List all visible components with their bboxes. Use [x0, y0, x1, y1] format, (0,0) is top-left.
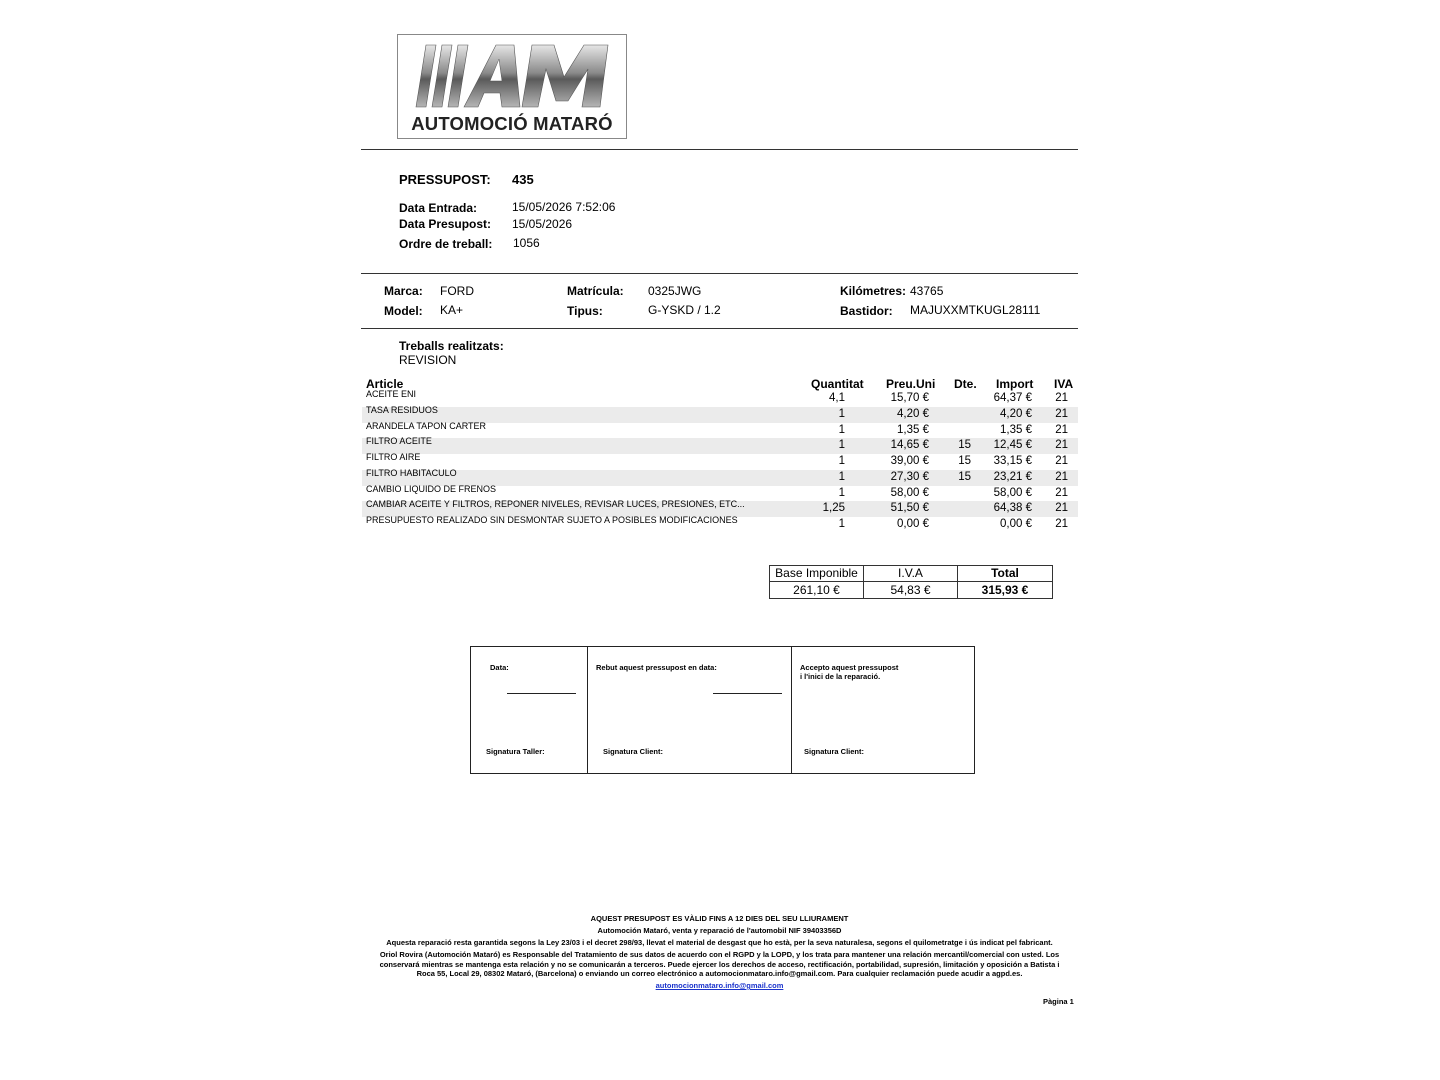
- cell-import: 64,37 €: [993, 392, 1032, 404]
- iva-value: 54,83 €: [863, 581, 958, 599]
- cell-qty: 4,1: [829, 392, 845, 404]
- cell-qty: 1: [838, 423, 845, 436]
- signature-box: [470, 646, 975, 774]
- data-presupost-label: Data Presupost:: [399, 217, 492, 231]
- work-description: REVISION: [399, 353, 457, 367]
- cell-import: 0,00 €: [1000, 518, 1032, 530]
- cell-price: 39,00 €: [890, 455, 929, 467]
- col-header-iva: IVA: [1054, 377, 1074, 391]
- pressupost-label: PRESSUPOST:: [399, 172, 491, 187]
- col-header-quantitat: Quantitat: [811, 377, 864, 391]
- cell-qty: 1: [838, 439, 845, 452]
- sig-client-2-label: Signatura Client:: [804, 747, 865, 756]
- matricula-value: 0325JWG: [648, 284, 702, 298]
- cell-import: 1,35 €: [1000, 423, 1032, 436]
- divider-vehicle-bottom: [361, 328, 1078, 329]
- cell-price: 14,65 €: [890, 439, 929, 452]
- footer-privacy-3: Roca 55, Local 29, 08302 Mataró, (Barcelona) o enviando un correo electrónico a automocionmataro.info@gmail.com. Para cualquier reclamación puede acudir a agpd.es.: [416, 969, 1023, 978]
- cell-qty: 1: [838, 486, 845, 499]
- cell-dte: 15: [958, 439, 971, 452]
- footer-company: Automoción Mataró, venta y reparació de l'automobil NIF 39403356D: [597, 926, 842, 935]
- cell-dte: 15: [958, 470, 971, 483]
- base-imponible-label: Base Imponible: [769, 565, 864, 582]
- cell-price: 58,00 €: [890, 486, 929, 499]
- cell-qty: 1: [838, 455, 845, 467]
- logo-brand-text: AUTOMOCIÓ MATARÓ: [411, 113, 613, 134]
- footer-validity: AQUEST PRESUPOST ES VÀLID FINS A 12 DIES DEL SEU LLIURAMENT: [590, 914, 849, 923]
- cell-iva: 21: [1055, 486, 1068, 499]
- cell-iva: 21: [1055, 455, 1068, 467]
- cell-article: FILTRO AIRE: [366, 452, 421, 462]
- cell-import: 58,00 €: [993, 486, 1032, 499]
- page-number: Pàgina 1: [1043, 997, 1074, 1006]
- cell-iva: 21: [1055, 518, 1068, 530]
- table-row: [362, 391, 1078, 407]
- data-entrada-value: 15/05/2026 7:52:06: [512, 200, 616, 214]
- cell-article: ACEITE ENI: [366, 389, 417, 399]
- model-label: Model:: [384, 304, 423, 318]
- matricula-label: Matrícula:: [567, 284, 624, 298]
- cell-iva: 21: [1055, 407, 1068, 420]
- cell-price: 1,35 €: [897, 423, 929, 436]
- bastidor-value: MAJUXXMTKUGL28111: [910, 303, 1041, 317]
- table-row: [362, 438, 1078, 454]
- cell-article: ARANDELA TAPON CARTER: [366, 420, 487, 431]
- cell-article: FILTRO HABITACULO: [366, 467, 457, 478]
- km-label: Kilómetres:: [840, 284, 907, 298]
- table-row: [362, 517, 1078, 533]
- sig-data-label: Data:: [490, 663, 509, 672]
- sig-data-line[interactable]: [507, 693, 576, 694]
- marca-value: FORD: [440, 284, 474, 298]
- cell-qty: 1: [838, 470, 845, 483]
- iva-label: I.V.A: [863, 565, 958, 582]
- sig-rebut-label: Rebut aquest pressupost en data:: [596, 663, 717, 672]
- work-title: Treballs realitzats:: [399, 339, 504, 353]
- pressupost-number: 435: [512, 172, 534, 187]
- ordre-value: 1056: [513, 236, 540, 250]
- cell-import: 64,38 €: [993, 502, 1032, 515]
- footer-email-link[interactable]: automocionmataro.info@gmail.com: [655, 981, 784, 990]
- sig-client-1-label: Signatura Client:: [603, 747, 664, 756]
- col-header-article: Article: [366, 377, 404, 391]
- cell-article: PRESUPUESTO REALIZADO SIN DESMONTAR SUJETO A POSIBLES MODIFICACIONES: [366, 515, 738, 525]
- cell-iva: 21: [1055, 470, 1068, 483]
- footer-privacy-1: Oriol Rovira (Automoción Mataró) es Responsable del Tratamiento de sus datos de acuerdo con el RGPD y la LOPD, y los trata para mantener una relación mercantil/comercial con usted. Los: [379, 950, 1060, 959]
- am-logo-mark: [404, 41, 620, 111]
- col-header-preu: Preu.Uni: [886, 377, 936, 391]
- tipus-value: G-YSKD / 1.2: [648, 303, 721, 317]
- cell-qty: 1,25: [822, 502, 845, 515]
- divider-vehicle-top: [361, 273, 1078, 274]
- km-value: 43765: [910, 284, 944, 298]
- cell-import: 23,21 €: [993, 470, 1032, 483]
- cell-article: CAMBIO LIQUIDO DE FRENOS: [366, 483, 497, 494]
- col-header-dte: Dte.: [954, 377, 977, 391]
- cell-article: TASA RESIDUOS: [366, 404, 438, 415]
- sig-accepto-line2: i l'inici de la reparació.: [800, 672, 881, 681]
- company-logo: [397, 34, 627, 139]
- cell-iva: 21: [1055, 392, 1068, 404]
- cell-qty: 1: [838, 407, 845, 420]
- cell-qty: 1: [838, 518, 845, 530]
- table-row: [362, 420, 1078, 439]
- col-header-import: Import: [996, 377, 1034, 391]
- cell-import: 12,45 €: [993, 439, 1032, 452]
- sig-rebut-line[interactable]: [713, 693, 782, 694]
- divider-top: [361, 149, 1078, 150]
- cell-price: 4,20 €: [897, 407, 929, 420]
- footer-privacy-2: conservará mientras se mantenga esta relación y no se comunicarán a terceros. Puede ejercer los derechos de acceso, rectificación, portabilidad, supresión, limitación y oposición a Batista i: [379, 960, 1060, 969]
- total-value: 315,93 €: [957, 581, 1053, 599]
- cell-iva: 21: [1055, 502, 1068, 515]
- cell-article: CAMBIAR ACEITE Y FILTROS, REPONER NIVELES, REVISAR LUCES, PRESIONES, ETC...: [366, 499, 745, 510]
- cell-import: 4,20 €: [1000, 407, 1032, 420]
- cell-price: 15,70 €: [890, 392, 929, 404]
- sig-taller-label: Signatura Taller:: [486, 747, 545, 756]
- totals-box: [769, 565, 1053, 599]
- data-entrada-label: Data Entrada:: [399, 201, 478, 215]
- model-value: KA+: [440, 303, 464, 317]
- base-imponible-value: 261,10 €: [769, 581, 864, 599]
- marca-label: Marca:: [384, 284, 423, 298]
- sig-accepto-line1: Accepto aquest pressupost: [800, 663, 899, 672]
- cell-price: 51,50 €: [890, 502, 929, 515]
- signature-separator-2: [791, 647, 792, 773]
- cell-iva: 21: [1055, 439, 1068, 452]
- footer-guarantee: Aquesta reparació resta garantida segons la Ley 23/03 i el decret 298/93, llevat el material de desgast que ho està, per la seva naturalesa, segons el quilometratge i ús indicat pel fabricant.: [386, 938, 1053, 947]
- cell-article: FILTRO ACEITE: [366, 436, 432, 447]
- cell-price: 27,30 €: [890, 470, 929, 483]
- signature-separator-1: [587, 647, 588, 773]
- data-presupost-value: 15/05/2026: [512, 217, 573, 231]
- total-label: Total: [957, 565, 1053, 582]
- cell-dte: 15: [958, 455, 971, 467]
- cell-price: 0,00 €: [897, 518, 929, 530]
- bastidor-label: Bastidor:: [840, 304, 893, 318]
- tipus-label: Tipus:: [567, 304, 603, 318]
- table-row: [362, 454, 1078, 470]
- cell-import: 33,15 €: [993, 455, 1032, 467]
- ordre-label: Ordre de treball:: [399, 237, 493, 251]
- cell-iva: 21: [1055, 423, 1068, 436]
